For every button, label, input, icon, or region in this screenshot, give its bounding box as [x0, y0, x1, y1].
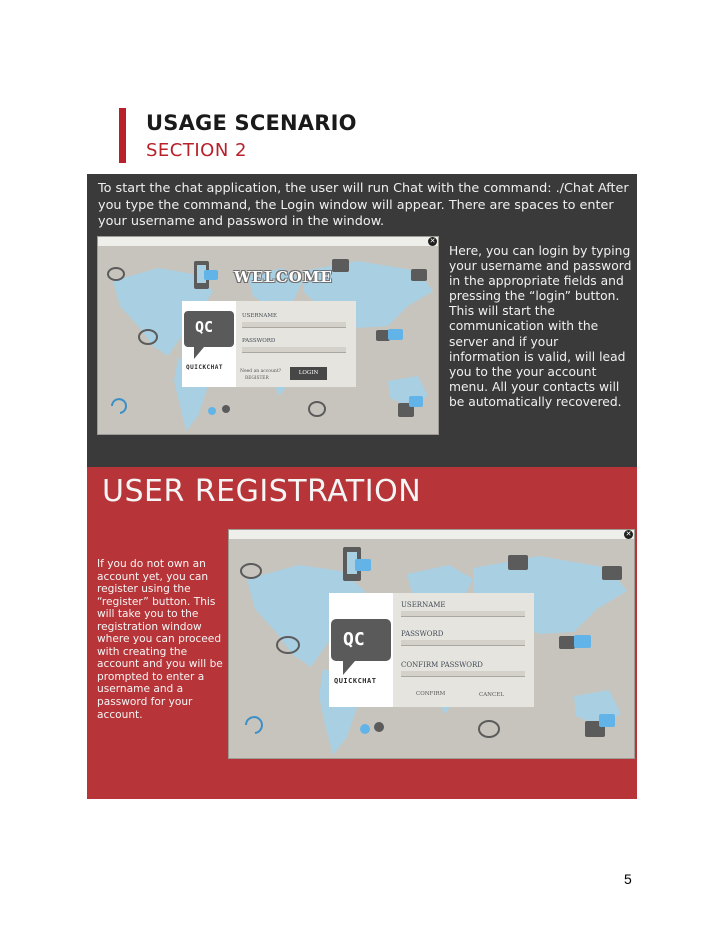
username-label: USERNAME [242, 313, 277, 319]
need-account-text: Need an account? [240, 369, 282, 374]
login-intro-text: To start the chat application, the user will run Chat with the command: ./Chat After you type the command, the Login window will appear. There are spaces to enter your username and password in the window. [98, 181, 629, 229]
quickchat-logo [329, 593, 393, 707]
window-titlebar [98, 237, 438, 246]
registration-description: If you do not own an account yet, you can register using the “register” button. This will take you to the registration window where you can proceed with creating the account and you will be prompted to enter a username and a password for your account. [97, 558, 223, 721]
user-icon [208, 407, 216, 415]
user-icon [360, 724, 370, 734]
logo-letters: QC [343, 629, 365, 650]
username-input[interactable] [242, 322, 346, 328]
confirm-password-label: CONFIRM PASSWORD [401, 661, 483, 669]
chat-bubble-icon [409, 396, 423, 407]
registration-heading: USER REGISTRATION [102, 474, 422, 509]
cancel-button[interactable]: CANCEL [479, 692, 504, 698]
speech-bubble-icon [479, 721, 499, 737]
password-input[interactable] [242, 347, 346, 353]
chat-bubble-icon [574, 635, 591, 648]
welcome-banner: WELCOME [234, 268, 333, 286]
username-input[interactable] [401, 611, 525, 617]
chat-bubble-icon [204, 270, 218, 280]
accent-bar [119, 108, 126, 163]
password-label: PASSWORD [401, 630, 444, 638]
section-subtitle: SECTION 2 [146, 140, 247, 161]
chat-logo-icon [182, 301, 236, 371]
chat-bubble-icon [599, 714, 615, 727]
user-icon [374, 722, 384, 732]
close-icon[interactable]: ✕ [625, 530, 632, 538]
page-number: 5 [624, 871, 632, 887]
login-form-card [182, 301, 356, 387]
quickchat-logo [182, 301, 236, 387]
smiley-chat-icon [332, 259, 349, 272]
page-title: USAGE SCENARIO [146, 111, 357, 135]
close-icon[interactable]: ✕ [429, 237, 436, 245]
speech-bubble-icon [241, 564, 261, 578]
registration-form-card [329, 593, 534, 707]
window-titlebar [229, 530, 634, 539]
password-input[interactable] [401, 640, 525, 646]
user-icon [222, 405, 230, 413]
login-button[interactable]: LOGIN [290, 367, 327, 380]
logo-letters: QC [195, 318, 214, 336]
smiley-chat-icon [508, 555, 528, 570]
login-description: Here, you can login by typing your username and password in the appropriate fields and pressing the “login” button. This will start the communication with the server and if your information is valid, will lead you to the your account menu. All your contacts will be automatically recovered. [449, 244, 632, 409]
refresh-icon [112, 399, 126, 413]
speech-bubble-icon [309, 402, 325, 416]
speech-bubble-icon [108, 268, 124, 280]
login-window-screenshot [97, 236, 439, 435]
chat-bubble-icon [376, 330, 390, 341]
username-label: USERNAME [401, 601, 446, 609]
brand-name: QUICKCHAT [334, 677, 377, 685]
password-label: PASSWORD [242, 338, 276, 344]
chat-bubble-icon [602, 566, 622, 580]
chat-bubble-icon [559, 636, 575, 649]
registration-window-screenshot [228, 529, 635, 759]
refresh-icon [246, 717, 262, 733]
chat-bubble-icon [355, 559, 371, 571]
confirm-password-input[interactable] [401, 671, 525, 677]
register-link[interactable]: REGISTER [245, 376, 269, 381]
brand-name: QUICKCHAT [186, 364, 224, 371]
confirm-button[interactable]: CONFIRM [416, 691, 446, 697]
chat-bubble-icon [411, 269, 427, 281]
chat-bubble-icon [388, 329, 403, 340]
